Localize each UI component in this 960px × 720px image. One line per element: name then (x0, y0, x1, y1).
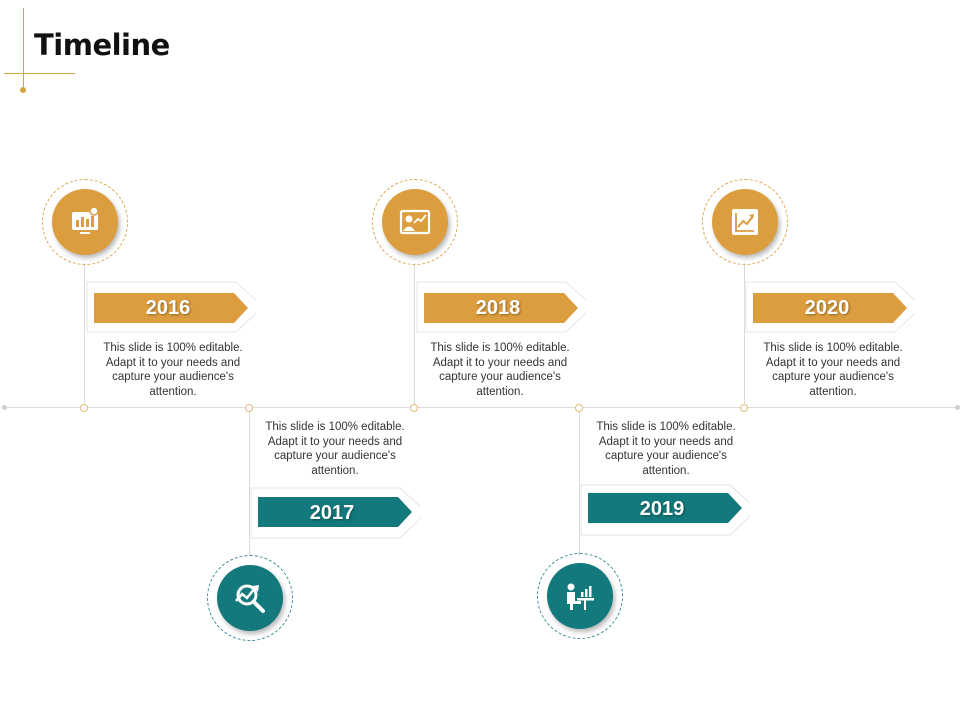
milestone-2019-year: 2019 (639, 498, 685, 520)
milestone-2017-icon-circle (217, 565, 283, 631)
milestone-2019-description: This slide is 100% editable. Adapt it to your needs and capture your audience's attention. (596, 421, 736, 477)
milestone-2018-year-arrow (416, 281, 586, 333)
milestone-2018-icon-ring (372, 179, 458, 265)
timeline-dot-2018 (410, 404, 418, 412)
corner-accent-dot (20, 87, 26, 93)
milestone-2017-year-arrow (250, 487, 420, 539)
timeline-axis (4, 407, 958, 408)
milestone-2017-icon-ring (207, 555, 293, 641)
milestone-2020-year: 2020 (804, 297, 850, 319)
axis-end-dot-left (2, 405, 7, 410)
axis-end-dot-right (955, 405, 960, 410)
milestone-2017-year: 2017 (309, 502, 355, 524)
timeline-dot-2020 (740, 404, 748, 412)
growth-chart-icon (727, 204, 763, 240)
milestone-2017-description: This slide is 100% editable. Adapt it to your needs and capture your audience's attention. (265, 421, 405, 477)
milestone-2020-icon-ring (702, 179, 788, 265)
milestone-2019-year-arrow (580, 484, 750, 536)
timeline-dot-2017 (245, 404, 253, 412)
presentation-chart-icon (67, 204, 103, 240)
presenter-board-icon (397, 204, 433, 240)
page-title: Timeline (34, 28, 170, 62)
milestone-2016-icon-circle (52, 189, 118, 255)
milestone-2018-year: 2018 (475, 297, 521, 319)
milestone-2018-description: This slide is 100% editable. Adapt it to your needs and capture your audience's attention. (430, 342, 570, 398)
milestone-2019-icon-ring (537, 553, 623, 639)
corner-accent-vertical (23, 8, 24, 90)
milestone-2016-description: This slide is 100% editable. Adapt it to your needs and capture your audience's attention. (103, 342, 243, 398)
milestone-2019-icon-circle (547, 563, 613, 629)
milestone-2016-year-arrow (86, 281, 256, 333)
milestone-2020-icon-circle (712, 189, 778, 255)
milestone-2020-year-arrow (745, 281, 915, 333)
person-at-desk-chart-icon (562, 578, 598, 614)
milestone-2016-icon-ring (42, 179, 128, 265)
milestone-2020-description: This slide is 100% editable. Adapt it to your needs and capture your audience's attention. (763, 342, 903, 398)
milestone-2018-icon-circle (382, 189, 448, 255)
connector-line-2018 (414, 263, 415, 407)
timeline-dot-2019 (575, 404, 583, 412)
connector-line-2016 (84, 263, 85, 407)
corner-accent-horizontal (4, 73, 75, 74)
analysis-magnifier-icon (232, 580, 268, 616)
milestone-2016-year: 2016 (145, 297, 191, 319)
timeline-dot-2016 (80, 404, 88, 412)
